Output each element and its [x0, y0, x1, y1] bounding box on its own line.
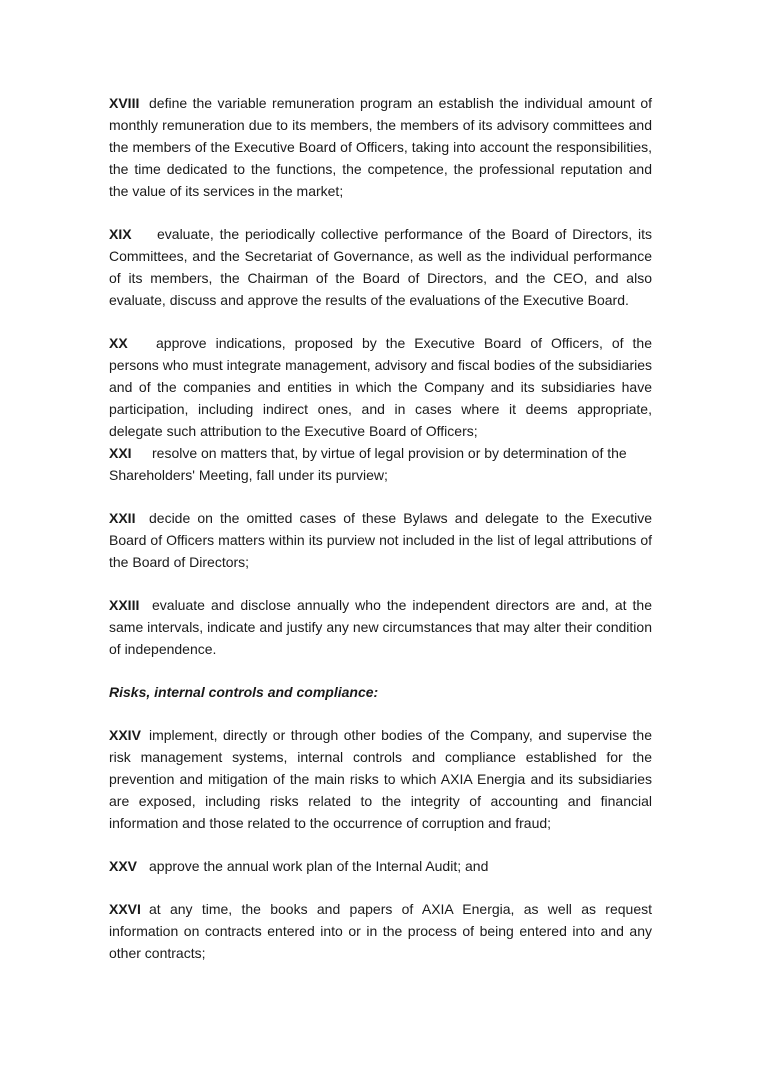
clause-text: evaluate, the periodically collective performance of the Board of Directors, its Committees, and the Secretariat of Governance, as well as the individual performance of its members, the Chairman of the Board of Directors, and the CEO, and also evaluate, discuss and approve the results of the evaluations of the Executive Board.: [109, 226, 652, 308]
clause-number: XXIII: [109, 597, 140, 613]
clause-xxv: [109, 855, 652, 877]
clause-text: define the variable remuneration program an establish the individual amount of monthly remuneration due to its members, the members of its advisory committees and the members of the Executive Board of Officers, taking into account the responsibilities, the time dedicated to the functions, the competence, the professional reputation and the value of its services in the market;: [109, 95, 652, 199]
document-page: [109, 92, 652, 964]
clause-xviii: [109, 92, 652, 202]
clause-text: evaluate and disclose annually who the independent directors are and, at the same intervals, indicate and justify any new circumstances that may alter their condition of independence.: [109, 597, 652, 657]
clause-text: resolve on matters that, by virtue of legal provision or by determination of the Shareholders' Meeting, fall under its purview;: [109, 445, 627, 483]
clause-number: XXVI: [109, 901, 141, 917]
clause-number: XXIV: [109, 727, 141, 743]
clause-text: approve indications, proposed by the Executive Board of Officers, of the persons who must integrate management, advisory and fiscal bodies of the subsidiaries and of the companies and entities in which the Company and its subsidiaries have participation, including indirect ones, and in cases where it deems appropriate, delegate such attribution to the Executive Board of Officers;: [109, 335, 652, 439]
clause-number: XXII: [109, 510, 136, 526]
clause-text: decide on the omitted cases of these Bylaws and delegate to the Executive Board of Officers matters within its purview not included in the list of legal attributions of the Board of Directors;: [109, 510, 652, 570]
section-heading: Risks, internal controls and compliance:: [109, 684, 379, 700]
clause-number: XXI: [109, 445, 132, 461]
clause-xx: [109, 332, 652, 442]
clause-number: XXV: [109, 858, 138, 874]
clause-xix: [109, 223, 652, 311]
clause-number: XX: [109, 335, 128, 351]
clause-xxii: [109, 507, 652, 573]
clause-text: at any time, the books and papers of AXIA Energia, as well as request information on contracts entered into or in the process of being entered into and any other contracts;: [109, 901, 652, 961]
clause-xxiii: [109, 594, 652, 660]
clause-number: XVIII: [109, 95, 140, 111]
clause-number: XIX: [109, 226, 132, 242]
clause-xxvi: [109, 898, 652, 964]
clause-text: implement, directly or through other bodies of the Company, and supervise the risk management systems, internal controls and compliance established for the prevention and mitigation of the main risks to which AXIA Energia and its subsidiaries are exposed, including risks related to the integrity of accounting and financial information and those related to the occurrence of corruption and fraud;: [109, 727, 652, 831]
clause-xxi: [109, 442, 652, 486]
clause-xxiv: [109, 724, 652, 834]
clause-text: approve the annual work plan of the Internal Audit; and: [149, 858, 489, 874]
